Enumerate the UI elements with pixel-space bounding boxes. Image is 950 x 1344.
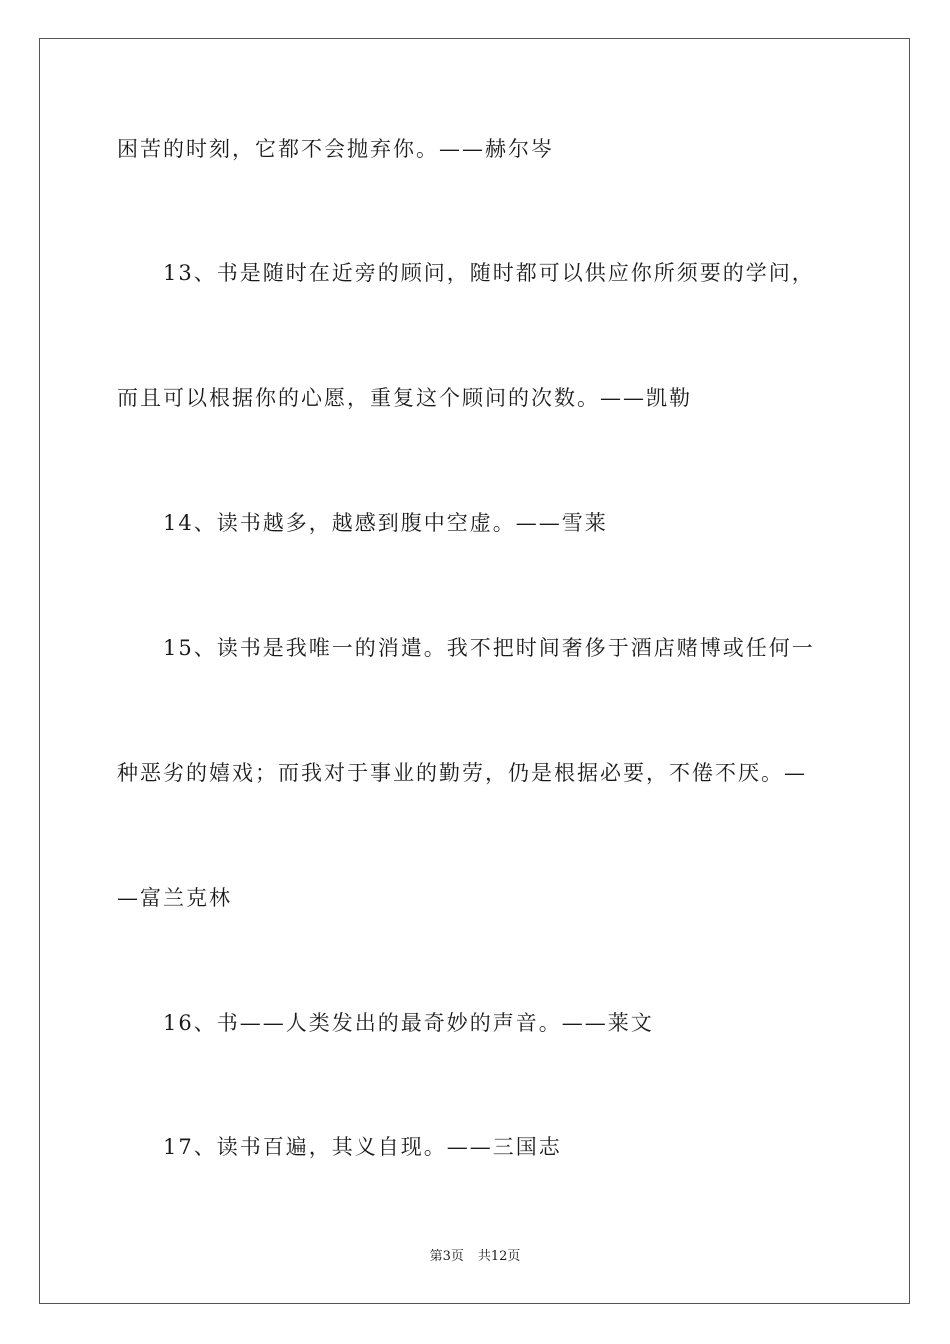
- text-line: 困苦的时刻，它都不会抛弃你。——赫尔岑: [117, 137, 554, 161]
- quote-13-line-1: 13、书是随时在近旁的顾问，随时都可以供应你所须要的学问，: [163, 261, 815, 285]
- page-number: 第3页: [429, 1249, 464, 1264]
- page-total: 共12页: [477, 1249, 521, 1264]
- page-border: [39, 38, 910, 1304]
- quote-13-line-2: 而且可以根据你的心愿，重复这个顾问的次数。——凯勒: [117, 386, 692, 410]
- quote-14: 14、读书越多，越感到腹中空虚。——雪莱: [163, 511, 608, 535]
- quote-16: 16、书——人类发出的最奇妙的声音。——莱文: [163, 1011, 654, 1035]
- quote-15-line-2: 种恶劣的嬉戏；而我对于事业的勤劳，仍是根据必要，不倦不厌。—: [117, 761, 807, 785]
- quote-17: 17、读书百遍，其义自现。——三国志: [163, 1135, 562, 1159]
- page-footer: [0, 1248, 950, 1266]
- quote-15-line-1: 15、读书是我唯一的消遣。我不把时间奢侈于酒店赌博或任何一: [163, 636, 815, 660]
- quote-15-line-3: —富兰克林: [117, 886, 232, 910]
